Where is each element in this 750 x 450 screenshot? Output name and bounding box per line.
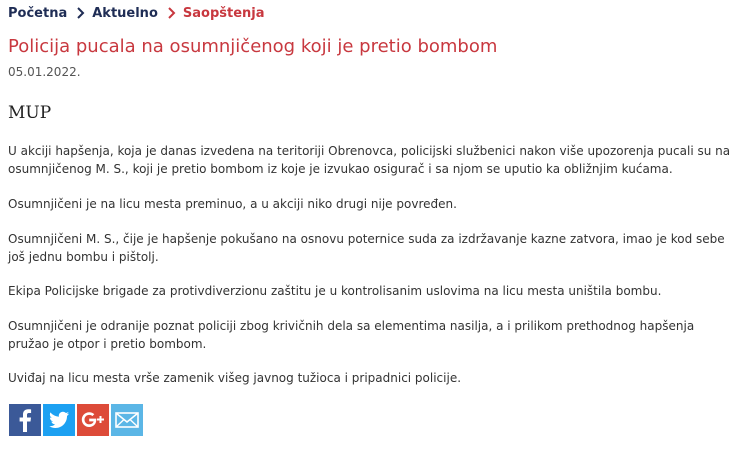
article-paragraph: Osumnjičeni M. S., čije je hapšenje pokušano na osnovu poternice suda za izdržavanje kazne zatvora, imao je kod sebe još jednu bombu i pištolj. (8, 232, 725, 264)
article-date: 05.01.2022. (8, 65, 81, 79)
share-bar (9, 404, 143, 436)
breadcrumb-current: Saopštenja (182, 5, 265, 21)
page-title: Policija pucala na osumnjičenog koji je pretio bombom (8, 36, 498, 57)
article-paragraph: U akciji hapšenja, koja je danas izvedena na teritoriji Obrenovca, policijski službenici nakon više upozorenja pucali su na osumnjičenog M. S., koji je pretio bombom iz koje je izvukao osigurač i sa njom se uputio ka obližnjim kućama. (8, 144, 731, 176)
article-paragraph: Uviđaj na licu mesta vrše zamenik višeg javnog tužioca i pripadnici policije. (8, 371, 462, 385)
email-icon (111, 404, 143, 436)
breadcrumb (8, 4, 265, 22)
twitter-icon (43, 404, 75, 436)
facebook-icon (9, 404, 41, 436)
breadcrumb-aktuelno-link[interactable]: Aktuelno (92, 5, 158, 21)
facebook-share-button[interactable] (9, 404, 41, 436)
article-source: MUP (8, 103, 52, 123)
google-plus-icon (77, 404, 109, 436)
twitter-share-button[interactable] (43, 404, 75, 436)
chevron-right-icon (73, 6, 89, 20)
email-share-button[interactable] (111, 404, 143, 436)
breadcrumb-home-link[interactable]: Početna (8, 5, 68, 21)
article-paragraph: Osumnjičeni je odranije poznat policiji zbog krivičnih dela sa elementima nasilja, a i prilikom prethodnog hapšenja pružao je otpor i pretio bombom. (8, 319, 695, 351)
article-paragraph: Ekipa Policijske brigade za protivdiverzionu zaštitu je u kontrolisanim uslovima na licu mesta uništila bombu. (8, 284, 662, 298)
google-plus-share-button[interactable] (77, 404, 109, 436)
chevron-right-icon (164, 6, 180, 20)
article-paragraph: Osumnjičeni je na licu mesta preminuo, a u akciji niko drugi nije povređen. (8, 197, 457, 211)
